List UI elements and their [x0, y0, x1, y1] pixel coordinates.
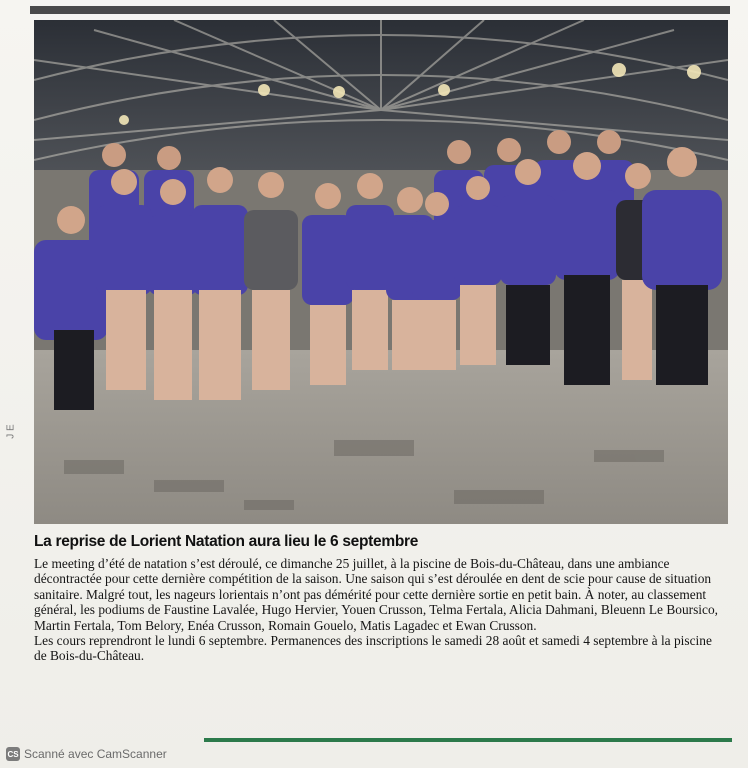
team-photo	[34, 20, 728, 524]
scanner-watermark-text: Scanné avec CamScanner	[24, 747, 167, 761]
camscanner-logo-icon: CS	[6, 747, 20, 761]
article-body	[34, 556, 724, 664]
footer-rule	[204, 738, 732, 742]
column-top-rule	[30, 6, 730, 14]
scanner-watermark	[6, 746, 167, 762]
article-paragraph: Les cours reprendront le lundi 6 septembre. Permanences des inscriptions le samedi 28 août et samedi 4 septembre à la piscine de Bois-du-Château.	[34, 633, 712, 664]
margin-mark: J E	[5, 424, 17, 439]
article-headline: La reprise de Lorient Natation aura lieu le 6 septembre	[34, 533, 419, 550]
article-paragraph: Le meeting d’été de natation s’est déroulé, ce dimanche 25 juillet, à la piscine de Bois-du-Château, dans une ambiance décontractée pour cette dernière compétition de la saison. Une saison qui s’est déroulée en dent de scie pour cause de situation sanitaire. Malgré tout, les nageurs lorientais n’ont pas démérité pour cette dernière sortie en petit bain. À noter, au classement général, les podiums de Faustine Lavalée, Hugo Hervier, Youen Crusson, Telma Fertala, Alicia Dahmani, Bleuenn Le Boursico, Martin Fertala, Tom Belory, Enéa Crusson, Romain Gouelo, Matis Lagadec et Ewan Crusson.	[34, 556, 719, 633]
